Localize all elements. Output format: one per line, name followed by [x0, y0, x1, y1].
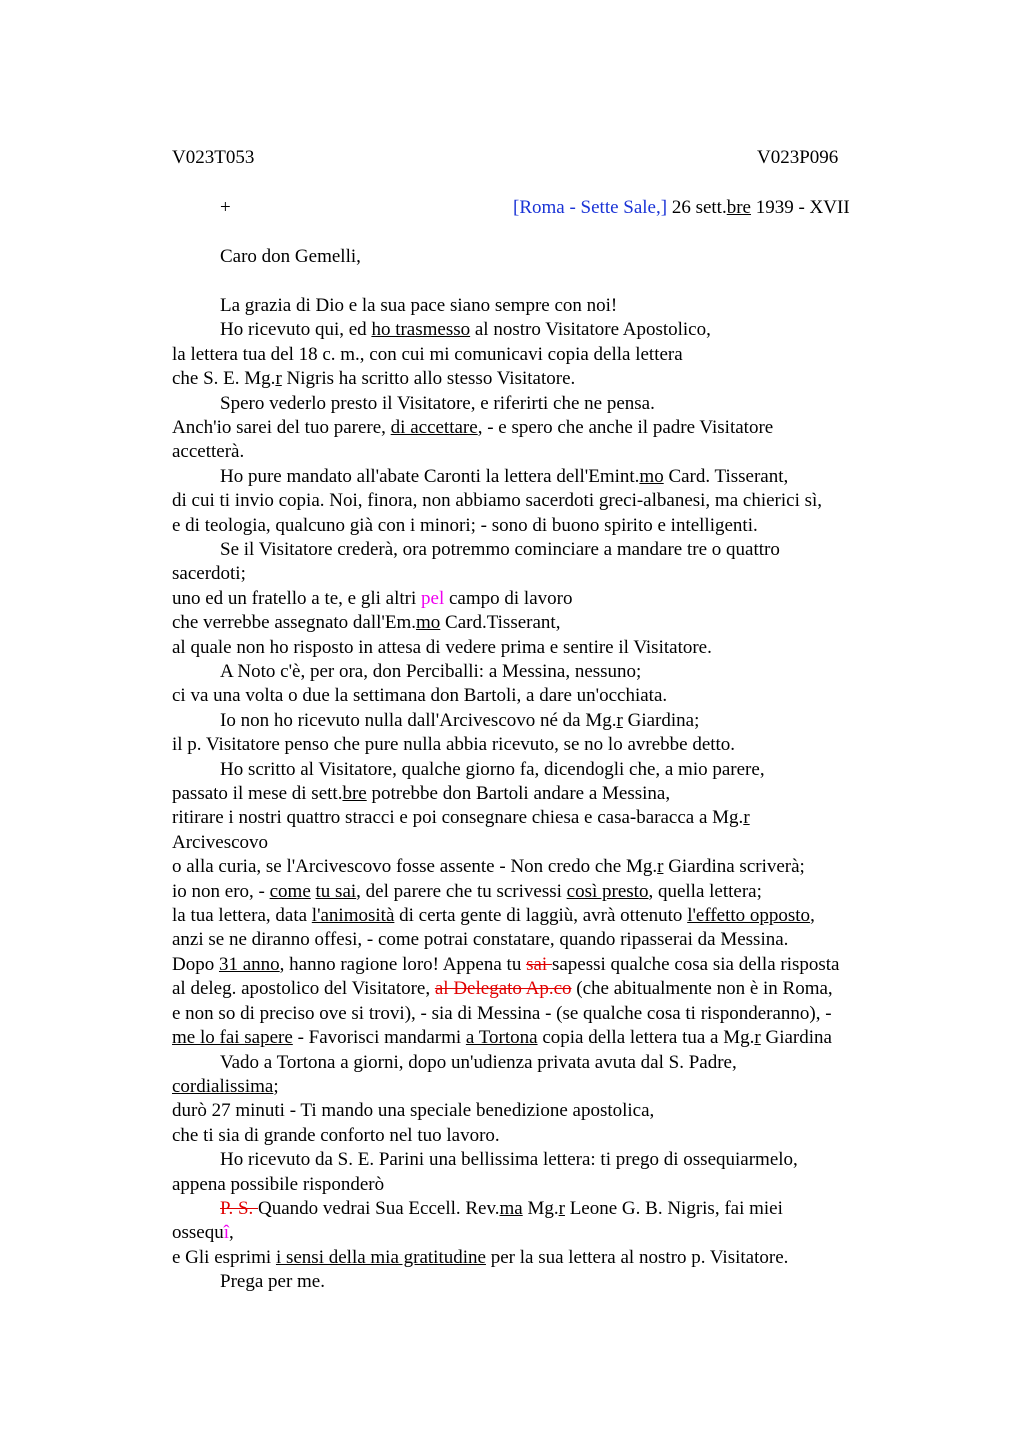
body-line: uno ed un fratello a te, e gli altri pel campo di lavoro	[172, 588, 573, 609]
body-line: me lo fai sapere - Favorisci mandarmi a Tortona copia della lettera tua a Mg.r Giardina	[172, 1027, 832, 1048]
body-line: al quale non ho risposto in attesa di vedere prima e sentire il Visitatore.	[172, 637, 712, 658]
body-line: o alla curia, se l'Arcivescovo fosse assente - Non credo che Mg.r Giardina scriverà;	[172, 856, 805, 877]
body-line: cordialissima;	[172, 1076, 279, 1097]
body-line: passato il mese di sett.bre potrebbe don Bartoli andare a Messina,	[172, 783, 671, 804]
salutation: Caro don Gemelli,	[220, 246, 361, 267]
deleted-phrase: al Delegato Ap.co	[434, 978, 572, 999]
deleted-ps: P. S.	[220, 1198, 259, 1219]
inserted-word: pel	[421, 588, 445, 609]
inserted-accent: î	[223, 1222, 230, 1243]
body-line: la tua lettera, data l'animosità di certa gente di laggiù, avrà ottenuto l'effetto opposto,	[172, 905, 815, 926]
body-line: P. S. Quando vedrai Sua Eccell. Rev.ma Mg.r Leone G. B. Nigris, fai miei	[220, 1198, 783, 1219]
body-line: e di teologia, qualcuno già con i minori; - sono di buono spirito e intelligenti.	[172, 515, 758, 536]
body-line: durò 27 minuti - Ti mando una speciale benedizione apostolica,	[172, 1100, 655, 1121]
letter-dateline	[513, 196, 850, 220]
document-code-left: V023T053	[172, 147, 255, 168]
body-line: e non so di preciso ove si trovi), - sia di Messina - (se qualche cosa ti risponderanno), -	[172, 1003, 832, 1024]
body-line: Io non ho ricevuto nulla dall'Arcivescovo né da Mg.r Giardina;	[220, 710, 700, 731]
body-line: anzi se ne diranno offesi, - come potrai constatare, quando ripasserai da Messina.	[172, 929, 789, 950]
closing-line: Prega per me.	[220, 1271, 325, 1292]
body-line: che verrebbe assegnato dall'Em.mo Card.Tisserant,	[172, 612, 561, 633]
body-line: e Gli esprimi i sensi della mia gratitudine per la sua lettera al nostro p. Visitatore.	[172, 1247, 789, 1268]
body-line: Ho scritto al Visitatore, qualche giorno fa, dicendogli che, a mio parere,	[220, 759, 765, 780]
date-post: 1939 - XVII	[750, 197, 850, 218]
body-line: ci va una volta o due la settimana don Bartoli, a dare un'occhiata.	[172, 685, 668, 706]
body-line: Dopo 31 anno, hanno ragione loro! Appena tu sai sapessi qualche cosa sia della risposta	[172, 954, 840, 975]
body-line: Spero vederlo presto il Visitatore, e riferirti che ne pensa.	[220, 393, 655, 414]
body-line: la lettera tua del 18 c. m., con cui mi comunicavi copia della lettera	[172, 344, 683, 365]
body-line: A Noto c'è, per ora, don Perciballi: a Messina, nessuno;	[220, 661, 642, 682]
body-line: Anch'io sarei del tuo parere, di accettare, - e spero che anche il padre Visitatore	[172, 417, 774, 438]
body-line: ossequî,	[172, 1222, 234, 1243]
cross-mark: +	[220, 197, 231, 218]
body-line: sacerdoti;	[172, 563, 246, 584]
body-line: che ti sia di grande conforto nel tuo lavoro.	[172, 1125, 500, 1146]
body-line: il p. Visitatore penso che pure nulla abbia ricevuto, se no lo avrebbe detto.	[172, 734, 736, 755]
body-line: appena possibile risponderò	[172, 1174, 385, 1195]
body-line: Se il Visitatore crederà, ora potremmo cominciare a mandare tre o quattro	[220, 539, 780, 560]
date-superscript: bre	[726, 197, 751, 218]
place-name: [Roma - Sette Sale,]	[513, 197, 668, 218]
body-line: Ho pure mandato all'abate Caronti la lettera dell'Emint.mo Card. Tisserant,	[220, 466, 789, 487]
body-line: di cui ti invio copia. Noi, finora, non abbiamo sacerdoti greci-albanesi, ma chierici sì,	[172, 490, 823, 511]
body-line: io non ero, - come tu sai, del parere che tu scrivessi così presto, quella lettera;	[172, 881, 762, 902]
body-line: Ho ricevuto da S. E. Parini una bellissima lettera: ti prego di ossequiarmelo,	[220, 1149, 798, 1170]
date-pre: 26 sett.	[667, 197, 727, 218]
deleted-word: sai	[526, 954, 552, 975]
document-code-right: V023P096	[757, 147, 839, 168]
body-line: ritirare i nostri quattro stracci e poi consegnare chiesa e casa-baracca a Mg.r	[172, 807, 750, 828]
body-line: Arcivescovo	[172, 832, 269, 853]
body-line: al deleg. apostolico del Visitatore, al Delegato Ap.co (che abitualmente non è in Roma,	[172, 978, 833, 999]
body-line: che S. E. Mg.r Nigris ha scritto allo stesso Visitatore.	[172, 368, 576, 389]
body-line: Vado a Tortona a giorni, dopo un'udienza privata avuta dal S. Padre,	[220, 1052, 737, 1073]
body-line: La grazia di Dio e la sua pace siano sempre con noi!	[220, 295, 618, 316]
body-line: accetterà.	[172, 441, 245, 462]
body-line: Ho ricevuto qui, ed ho trasmesso al nostro Visitatore Apostolico,	[220, 319, 711, 340]
